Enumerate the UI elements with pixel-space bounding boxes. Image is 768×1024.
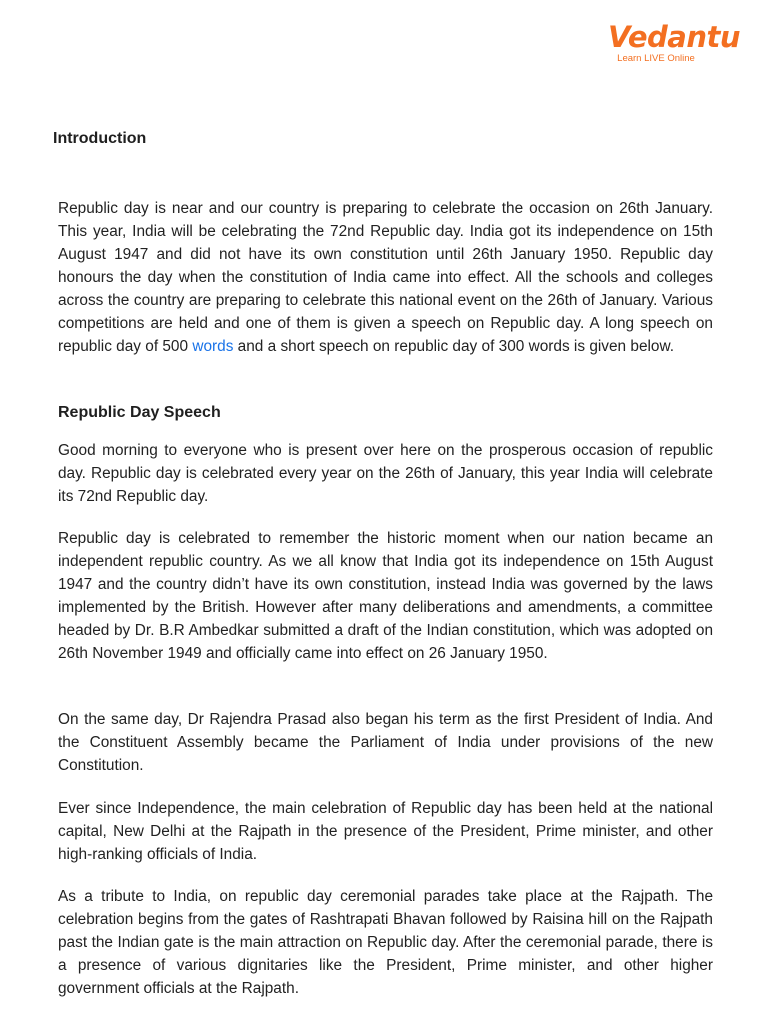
- brand-tagline: Learn LIVE Online: [617, 53, 695, 64]
- brand-name: Vedantu: [608, 20, 740, 54]
- speech-heading: Republic Day Speech: [58, 404, 221, 421]
- introduction-paragraph: [58, 197, 713, 358]
- words-link[interactable]: words: [192, 338, 234, 355]
- introduction-heading: Introduction: [53, 130, 147, 147]
- vedantu-logo: [608, 20, 740, 64]
- speech-paragraph-2: Republic day is celebrated to remember the historic moment when our nation became an independent republic country. As we all know that India got its independence on 15th August 1947 and the country didn’t have its own constitution, instead India was governed by the laws implemented by the British. However after many deliberations and amendments, a committee headed by Dr. B.R Ambedkar submitted a draft of the Indian constitution, which was adopted on 26th November 1949 and officially came into effect on 26 January 1950.: [58, 530, 713, 662]
- speech-paragraph-1: Good morning to everyone who is present over here on the prosperous occasion of republic day. Republic day is celebrated every year on the 26th of January, this year India will celebrate its 72nd Republic day.: [58, 442, 713, 505]
- speech-paragraph-4: Ever since Independence, the main celebration of Republic day has been held at the national capital, New Delhi at the Rajpath in the presence of the President, Prime minister, and other high-ranking officials of India.: [58, 800, 713, 863]
- introduction-text-end: and a short speech on republic day of 300 words is given below.: [233, 338, 675, 355]
- introduction-text-start: Republic day is near and our country is preparing to celebrate the occasion on 26th January. This year, India will be celebrating the 72nd Republic day. India got its independence on 15th August 1947 and did not have its own constitution until 26th January 1950. Republic day honours the day when the constitution of India came into effect. All the schools and colleges across the country are preparing to celebrate this national event on the 26th of January. Various competitions are held and one of them is given a speech on Republic day. A long speech on republic day of 500: [58, 200, 713, 355]
- speech-paragraph-5: As a tribute to India, on republic day ceremonial parades take place at the Rajpath. The celebration begins from the gates of Rashtrapati Bhavan followed by Raisina hill on the Rajpath past the Indian gate is the main attraction on Republic day. After the ceremonial parade, there is a presence of various dignitaries like the President, Prime minister, and other higher government officials at the Rajpath.: [58, 888, 713, 997]
- speech-paragraph-3: On the same day, Dr Rajendra Prasad also began his term as the first President of India. And the Constituent Assembly became the Parliament of India under provisions of the new Constitution.: [58, 711, 713, 774]
